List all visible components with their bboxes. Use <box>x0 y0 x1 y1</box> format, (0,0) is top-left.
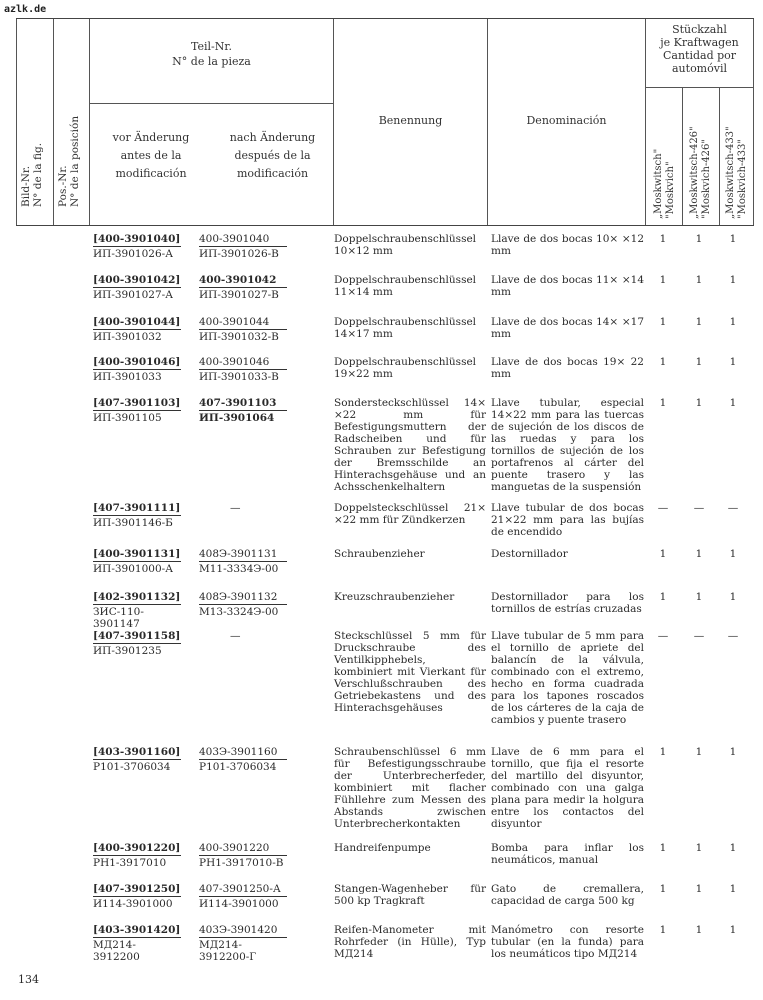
header-nach-aenderung: nach Änderung después de la modificación <box>229 131 316 180</box>
benennung-text: Doppelschraubenschlüssel 10×12 mm <box>334 233 477 257</box>
qty-433: 1 <box>729 397 737 409</box>
benennung-text: Steckschlüssel 5 mm für Druckschraube des Ventilkipphebels, kombiniert mit Vierkant für Verschlußschrauben des Getriebekastens und des Hinterachsgehäuses <box>334 630 486 714</box>
denominacion-text: Llave de 6 mm para el tornillo, que fija el resorte del martillo del disyuntor, combinado con una galga plana para medir la holgura entre los contactos del disyuntor <box>491 746 644 830</box>
new-part-number: 400-3901220 РН1-3917010-В <box>199 842 299 869</box>
denominacion-text: Llave de dos bocas 19× 22 mm <box>491 356 644 380</box>
new-part-number: 407-3901103 ИП-3901064 <box>199 397 299 424</box>
benennung-text: Stangen-Wagenheber für 500 kp Tragkraft <box>334 883 486 907</box>
new-part-number: 408Э-3901131 М11-3334Э-00 <box>199 548 299 575</box>
header-pos-nr: Pos.-Nr. N° de la posición <box>57 115 81 207</box>
qty-moskwitsch: 1 <box>659 842 667 854</box>
denominacion-text: Llave de dos bocas 11× ×14 mm <box>491 274 644 298</box>
header-stueckzahl: Stückzahl je Kraftwagen Cantidad por automóvil <box>660 23 739 75</box>
qty-426: 1 <box>695 883 703 895</box>
header-teil-nr: Teil-Nr. N° de la pieza <box>172 40 251 68</box>
qty-moskwitsch: 1 <box>659 356 667 368</box>
old-part-number: [407-3901250] И114-3901000 <box>93 883 181 910</box>
old-part-number: [400-3901131] ИП-3901000-А <box>93 548 181 575</box>
qty-426: — <box>693 630 705 642</box>
old-part-number: [403-3901160] Р101-3706034 <box>93 746 181 773</box>
qty-426: 1 <box>695 316 703 328</box>
denominacion-text: Llave de dos bocas 14× ×17 mm <box>491 316 644 340</box>
qty-426: 1 <box>695 397 703 409</box>
table-header <box>16 18 754 226</box>
header-divider <box>719 87 720 225</box>
header-denominacion: Denominación <box>526 114 607 127</box>
qty-426: — <box>693 502 705 514</box>
denominacion-text: Llave tubular, especial 14×22 mm para las tuercas de sujeción de los discos de las ruedas y para los tornillos de sujeción de los portafrenos al cárter del puente trasero y las manguetas de la suspensión <box>491 397 644 493</box>
old-part-number: [400-3901040] ИП-3901026-А <box>93 233 181 260</box>
benennung-text: Doppelschraubenschlüssel 14×17 mm <box>334 316 477 340</box>
denominacion-text: Llave tubular de 5 mm para el tornillo de apriete del balancín de la válvula, combinado con el extremo, hecho en forma cuadrada para los tapones roscados de los cárteres de la caja de cambios y puente trasero <box>491 630 644 726</box>
qty-426: 1 <box>695 591 703 603</box>
qty-426: 1 <box>695 274 703 286</box>
denominacion-text: Bomba para inflar los neumáticos, manual <box>491 842 644 866</box>
site-watermark: azlk.de <box>4 4 47 15</box>
old-part-number: [402-3901132] ЗИС-110-3901147 <box>93 591 181 630</box>
new-part-number: 407-3901250-А И114-3901000 <box>199 883 299 910</box>
qty-426: 1 <box>695 924 703 936</box>
qty-moskwitsch: — <box>657 502 669 514</box>
denominacion-text: Gato de cremallera, capacidad de carga 500 kg <box>491 883 644 907</box>
new-part-number: 400-3901042 ИП-3901027-В <box>199 274 299 301</box>
header-divider <box>682 87 683 225</box>
qty-433: 1 <box>729 274 737 286</box>
denominacion-text: Manómetro con resorte tubular (en la funda) para los neumáticos tipo МД214 <box>491 924 644 960</box>
benennung-text: Handreifenpumpe <box>334 842 431 854</box>
header-border-left <box>16 19 17 225</box>
benennung-text: Sondersteckschlüssel 14× ×22 mm für Befestigungsmuttern der Radscheiben und für Schrauben zur Befestigung der Bremsschilde an Hinterachsgehäuse und an Achsschenkelhaltern <box>334 397 486 493</box>
benennung-text: Doppelsteckschlüssel 21× ×22 mm für Zündkerzen <box>334 502 486 526</box>
qty-433: 1 <box>729 316 737 328</box>
new-part-number: 403Э-3901420 МД214-3912200-Г <box>199 924 299 963</box>
old-part-number: [403-3901420] МД214-3912200 <box>93 924 181 963</box>
new-part-number: 403Э-3901160 Р101-3706034 <box>199 746 299 773</box>
benennung-text: Doppelschraubenschlüssel 19×22 mm <box>334 356 477 380</box>
qty-433: 1 <box>729 548 737 560</box>
qty-moskwitsch: 1 <box>659 883 667 895</box>
qty-433: 1 <box>729 842 737 854</box>
qty-433: 1 <box>729 591 737 603</box>
qty-moskwitsch: 1 <box>659 274 667 286</box>
qty-433: 1 <box>729 233 737 245</box>
new-part-number: 400-3901040 ИП-3901026-В <box>199 233 299 260</box>
header-divider <box>53 19 54 225</box>
denominacion-text: Llave tubular de dos bocas 21×22 mm para las bujías de encendido <box>491 502 644 538</box>
denominacion-text: Llave de dos bocas 10× ×12 mm <box>491 233 644 257</box>
new-part-number: 408Э-3901132 М13-3324Э-00 <box>199 591 299 618</box>
old-part-number: [400-3901042] ИП-3901027-А <box>93 274 181 301</box>
qty-moskwitsch: 1 <box>659 233 667 245</box>
benennung-text: Reifen-Manometer mit Rohrfeder (in Hülle), Typ МД214 <box>334 924 486 960</box>
header-benennung: Benennung <box>378 114 443 127</box>
qty-433: 1 <box>729 883 737 895</box>
qty-426: 1 <box>695 746 703 758</box>
header-subline <box>89 103 333 104</box>
old-part-number: [407-3901111] ИП-3901146-Б <box>93 502 181 529</box>
qty-moskwitsch: 1 <box>659 746 667 758</box>
qty-433: 1 <box>729 356 737 368</box>
qty-433: 1 <box>729 746 737 758</box>
header-model-426: „Moskwitsch-426" "Moskvich-426" <box>689 126 712 219</box>
header-vor-aenderung: vor Änderung antes de la modificación <box>112 131 190 180</box>
qty-moskwitsch: 1 <box>659 924 667 936</box>
benennung-text: Kreuzschraubenzieher <box>334 591 455 603</box>
qty-moskwitsch: 1 <box>659 316 667 328</box>
qty-426: 1 <box>695 548 703 560</box>
page-number: 134 <box>18 973 39 986</box>
header-subline <box>645 87 753 88</box>
qty-moskwitsch: 1 <box>659 397 667 409</box>
new-part-number: — <box>230 630 241 642</box>
header-border-right <box>753 19 754 225</box>
benennung-text: Schraubenschlüssel 6 mm für Befestigungsschraube der Unterbrecherfeder, kombiniert mit flacher Fühllehre zum Messen des Abstands zwischen Unterbrecherkontakten <box>334 746 486 830</box>
old-part-number: [400-3901046] ИП-3901033 <box>93 356 181 383</box>
qty-moskwitsch: 1 <box>659 548 667 560</box>
new-part-number: 400-3901046 ИП-3901033-В <box>199 356 299 383</box>
header-model-433: „Moskwitsch-433" "Moskvich-433" <box>725 126 748 219</box>
qty-433: — <box>727 502 739 514</box>
denominacion-text: Destornillador para los tornillos de estrías cruzadas <box>491 591 644 615</box>
old-part-number: [400-3901044] ИП-3901032 <box>93 316 181 343</box>
qty-moskwitsch: — <box>657 630 669 642</box>
qty-426: 1 <box>695 233 703 245</box>
old-part-number: [400-3901220] РН1-3917010 <box>93 842 181 869</box>
new-part-number: 400-3901044 ИП-3901032-В <box>199 316 299 343</box>
qty-426: 1 <box>695 356 703 368</box>
qty-433: — <box>727 630 739 642</box>
benennung-text: Doppelschraubenschlüssel 11×14 mm <box>334 274 477 298</box>
denominacion-text: Destornillador <box>491 548 568 560</box>
benennung-text: Schraubenzieher <box>334 548 425 560</box>
old-part-number: [407-3901158] ИП-3901235 <box>93 630 181 657</box>
qty-moskwitsch: 1 <box>659 591 667 603</box>
header-model-moskwitsch: „Moskwitsch" "Moskvich" <box>653 148 676 219</box>
header-bild-nr: Bild-Nr. N° de la fig. <box>20 142 44 207</box>
qty-426: 1 <box>695 842 703 854</box>
qty-433: 1 <box>729 924 737 936</box>
old-part-number: [407-3901103] ИП-3901105 <box>93 397 181 424</box>
new-part-number: — <box>230 502 241 514</box>
